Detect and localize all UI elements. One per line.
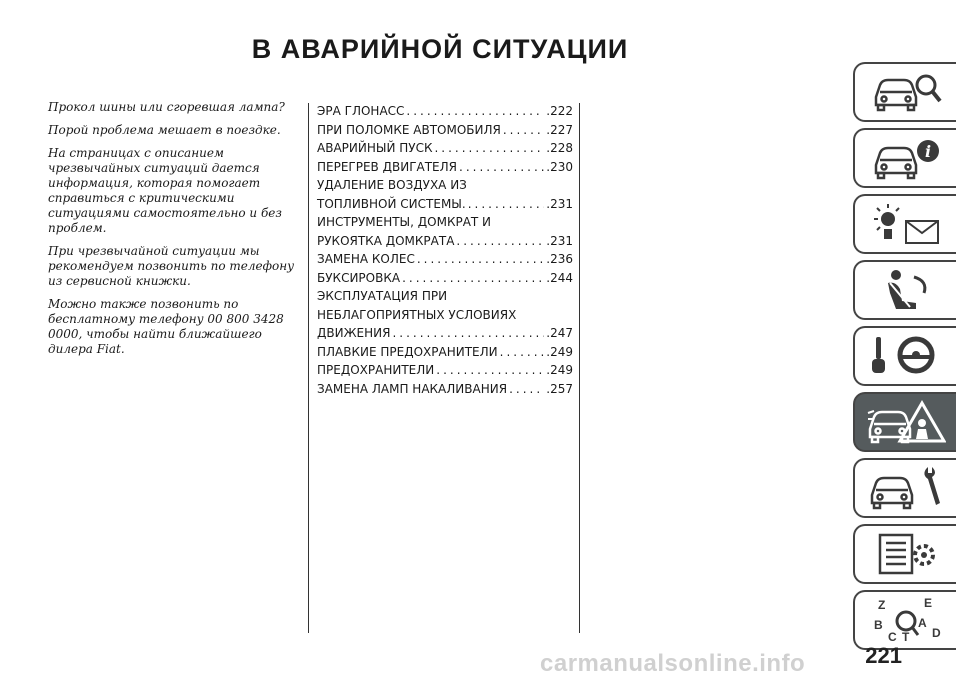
toc-page-number: .231 <box>546 196 573 211</box>
index-letter: C <box>887 630 897 643</box>
toc-leader-dots <box>507 380 544 399</box>
toc-page-number: .247 <box>546 326 573 340</box>
intro-paragraph: При чрезвычайной ситуации мы рекомендуем позвонить по телефону из сервисной книжки. <box>48 244 295 288</box>
toc-page-number: .236 <box>546 252 573 266</box>
car-info-icon <box>866 135 946 181</box>
toc-leader-dots <box>434 361 544 380</box>
toc-leader-dots <box>466 195 545 214</box>
key-steering-wheel-icon <box>866 333 946 379</box>
toc-entry-title: ПРИ ПОЛОМКЕ АВТОМОБИЛЯ <box>317 122 501 137</box>
toc-entry-title: ЭРА ГЛОНАСС <box>317 104 405 118</box>
toc-leader-dots <box>454 232 544 251</box>
toc-page-number: .230 <box>546 159 573 174</box>
specifications-list-icon <box>866 531 946 577</box>
toc-entry-title: ДВИЖЕНИЯ <box>317 326 391 340</box>
chapter-tab[interactable] <box>853 326 956 386</box>
alphabetical-index-icon <box>866 597 946 643</box>
index-letter: T <box>901 630 909 643</box>
intro-paragraph: Порой проблема мешает в поездке. <box>48 123 281 137</box>
toc-page-number: .249 <box>546 344 573 359</box>
toc-entry[interactable] <box>317 343 573 362</box>
toc-leader-dots <box>404 102 544 121</box>
toc-entry-title: ТОПЛИВНОЙ СИСТЕМЫ. <box>317 196 466 211</box>
toc-entry-title: ЗАМЕНА КОЛЕС <box>317 252 415 266</box>
toc-leader-dots <box>432 139 544 158</box>
toc-page-number: .231 <box>546 233 573 248</box>
index-letter: E <box>923 597 932 610</box>
column-divider-right <box>579 103 580 633</box>
toc-entry[interactable] <box>317 102 573 121</box>
svg-text:i: i <box>924 142 931 161</box>
warning-light-message-icon <box>866 201 946 247</box>
toc-entry[interactable] <box>317 213 573 250</box>
toc-entry[interactable] <box>317 158 573 177</box>
chapter-tab[interactable] <box>853 62 956 122</box>
intro-paragraph: Прокол шины или сгоревшая лампа? <box>48 100 285 114</box>
page-number: 221 <box>865 643 902 668</box>
toc-entry-title: РУКОЯТКА ДОМКРАТА <box>317 233 455 248</box>
toc-leader-dots <box>415 250 544 269</box>
toc-entry[interactable] <box>317 176 573 213</box>
toc-entry[interactable] <box>317 380 573 399</box>
toc-page-number: .249 <box>546 363 573 377</box>
toc-entry-title: ПЕРЕГРЕВ ДВИГАТЕЛЯ <box>317 159 457 174</box>
toc-entry-title: ЭКСПЛУАТАЦИЯ ПРИ <box>317 289 448 303</box>
intro-text <box>48 100 296 365</box>
toc-entry-title: АВАРИЙНЫЙ ПУСК <box>317 141 433 155</box>
column-divider-left <box>308 103 309 633</box>
chapter-tab[interactable] <box>853 392 956 452</box>
toc-entry-title: БУКСИРОВКА <box>317 270 401 285</box>
chapter-tab[interactable] <box>853 458 956 518</box>
watermark: carmanualsonline.info <box>540 650 806 677</box>
chapter-tabs <box>853 62 960 656</box>
chapter-tab[interactable] <box>853 524 956 584</box>
breakdown-warning-triangle-icon <box>866 399 946 445</box>
toc-entry[interactable] <box>317 361 573 380</box>
table-of-contents <box>317 102 573 398</box>
car-search-icon <box>866 69 946 115</box>
toc-entry-title: УДАЛЕНИЕ ВОЗДУХА ИЗ <box>317 178 467 192</box>
toc-entry-title: НЕБЛАГОПРИЯТНЫХ УСЛОВИЯХ <box>317 307 517 322</box>
toc-entry[interactable] <box>317 121 573 140</box>
intro-paragraph: На страницах с описанием чрезвычайных ситуаций дается информация, которая помогает справиться с критическими ситуациями самостоятельно и без проблем. <box>48 146 282 235</box>
index-letter: B <box>873 618 883 632</box>
toc-page-number: .222 <box>546 104 573 118</box>
toc-entry[interactable] <box>317 139 573 158</box>
toc-entry[interactable] <box>317 250 573 269</box>
toc-entry-title: ПРЕДОХРАНИТЕЛИ <box>317 363 435 377</box>
index-letter: D <box>931 626 941 640</box>
toc-page-number: .244 <box>546 270 573 285</box>
toc-leader-dots <box>390 324 544 343</box>
car-wrench-icon <box>866 465 946 511</box>
chapter-tab[interactable] <box>853 590 956 650</box>
chapter-tab[interactable] <box>853 128 956 188</box>
toc-entry-title: ИНСТРУМЕНТЫ, ДОМКРАТ И <box>317 215 492 229</box>
chapter-tab[interactable] <box>853 260 956 320</box>
page-title: В АВАРИЙНОЙ СИТУАЦИИ <box>251 34 629 64</box>
toc-entry-title: ПЛАВКИЕ ПРЕДОХРАНИТЕЛИ <box>317 344 498 359</box>
toc-page-number: .227 <box>546 122 573 137</box>
seatbelt-airbag-icon <box>866 267 946 313</box>
index-letter: Z <box>877 598 885 612</box>
intro-paragraph: Можно также позвонить по бесплатному телефону 00 800 3428 0000, чтобы найти ближайшего дилера Fiat. <box>48 297 284 356</box>
chapter-tab[interactable] <box>853 194 956 254</box>
toc-leader-dots <box>400 269 544 288</box>
toc-entry[interactable] <box>317 269 573 288</box>
toc-entry[interactable] <box>317 287 573 343</box>
toc-leader-dots <box>498 343 545 362</box>
toc-page-number: .228 <box>546 141 573 155</box>
toc-leader-dots <box>457 158 544 177</box>
toc-entry-title: ЗАМЕНА ЛАМП НАКАЛИВАНИЯ <box>317 381 508 396</box>
toc-page-number: .257 <box>546 381 573 396</box>
index-letter: A <box>917 616 927 630</box>
toc-leader-dots <box>501 121 544 140</box>
